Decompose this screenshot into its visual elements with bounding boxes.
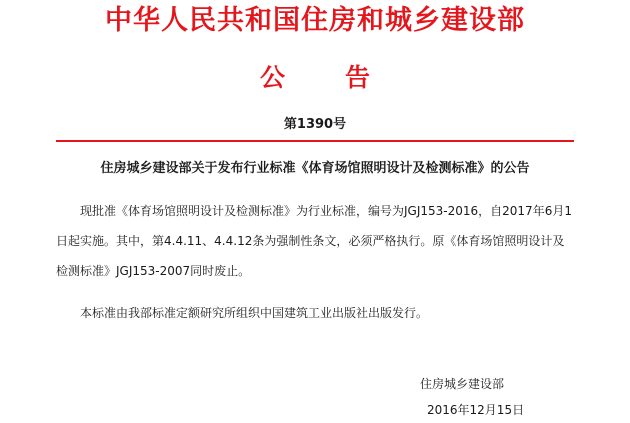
body-paragraph-1: 现批准《体育场馆照明设计及检测标准》为行业标准，编号为JGJ153-2016，自2017年6月1日起实施。其中，第4.4.11、4.4.12条为强制性条文，必须严格执行。原《体育场馆照明设计及检测标准》JGJ153-2007同时废止。 [56, 204, 572, 278]
ministry-title: 中华人民共和国住房和城乡建设部 [105, 5, 525, 36]
document-number: 第1390号 [283, 117, 347, 132]
notice-subject: 住房城乡建设部关于发布行业标准《体育场馆照明设计及检测标准》的公告 [100, 161, 530, 176]
notice-heading: 公告 [259, 63, 430, 92]
signature-issuer: 住房城乡建设部 [420, 377, 505, 391]
body-paragraph-2: 本标准由我部标准定额研究所组织中国建筑工业出版社出版发行。 [80, 306, 429, 320]
notice-body [56, 196, 576, 328]
signature-date: 2016年12月15日 [427, 403, 525, 417]
red-divider-line [56, 140, 574, 142]
